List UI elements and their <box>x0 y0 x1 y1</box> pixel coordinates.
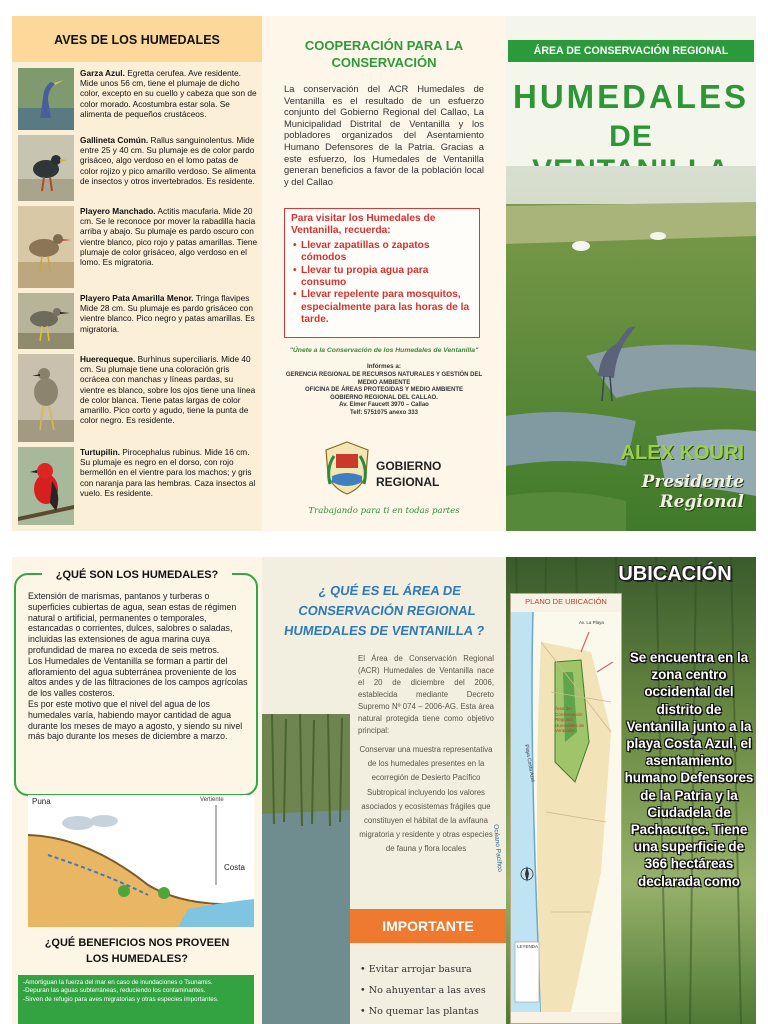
map-road-label: Av. La Playa <box>579 620 604 625</box>
bird-desc: Actitis macufaria. Mide 20 cm. Se le reconoce por mover la rabadilla hacia arriba y abajo. Su plumaje es pardo oscuro con vientre blanco, pico rojo y patas amarillas. Tiene plumaje de color grisáceo, algo verdoso en el lomo. Es migratoria. <box>80 206 258 268</box>
visit-item: • Llevar repelente para mosquitos, especialmente para las horas de la tarde. <box>301 289 473 326</box>
diagram-puna: Puna <box>32 797 51 806</box>
bird-name: Garza Azul. <box>80 68 125 78</box>
cover-role: Presidente Regional <box>641 472 744 512</box>
benefit-item: -Depuran las aguas subterráneas, reduciendo los contaminantes. <box>23 987 206 995</box>
map-area-label: Área de Conservación Regional Humedales de Ventanilla <box>555 706 585 733</box>
bird-desc: Burhinus superciliaris. Mide 40 cm. Su plumaje tiene una coloración gris ocrácea con manchas y líneas pardas, su vientre es blanco, sobre los ojos tiene una línea de color blanca. Tiene patas largas de color amarillo. Pico corto y agudo, tiene la punta de color negro. Es residente. <box>80 354 256 426</box>
bird-desc: Egretta cerufea. Ave residente. Mide unos 56 cm, tiene el plumaje de dicho color, excepto en su cuello y cabeza que son de color morado. Acostumbra estar sola. Se alimenta de pequeños crustáceos. <box>80 68 257 119</box>
what-body: Extensión de marismas, pantanos y turberas o superficies cubiertas de agua, sean estas de régimen natural o artificial, permanentes o temporales, estancadas o corrientes, dulces, salobres o saladas, incluidas las extensiones de agua marina cuya profundidad de marea no exceda de seis metros. Los Humedales de Ventanilla se forman a partir del afloramiento del agua subterránea proveniente de los altos andes y de las filtraciones de los campos agrícolas de los valles costeros. Es por este motivo que el nivel del agua de los humedales varía, habiendo mayor cantidad de agua durante los meses de mayo a agosto, y siendo su nivel más bajo durante los meses de diciembre a marzo. <box>28 591 248 742</box>
info-line: OFICINA DE ÁREAS PROTEGIDAS Y MEDIO AMBIENTE <box>304 387 463 394</box>
water-cycle-diagram <box>28 795 254 927</box>
bird-entry <box>18 135 258 201</box>
heron-photo <box>18 68 74 130</box>
logo-line2: REGIONAL <box>376 475 440 489</box>
location-panel <box>492 557 756 1024</box>
bird-entry <box>18 447 258 525</box>
benefits-box <box>18 975 254 1024</box>
bird-name: Playero Manchado. <box>80 206 156 216</box>
cooperation-panel <box>262 16 506 531</box>
info-line: GOBIERNO REGIONAL DEL CALLAO. <box>330 394 438 401</box>
gallinule-photo <box>18 135 74 201</box>
tagline: Trabajando para ti en todas partes <box>308 506 460 516</box>
bird-desc: Tringa flavipes Mide 28 cm. Su plumaje es pardo grisáceo con vientre blanco. Pico negro y patas amarillas. Es migratoria. <box>80 293 255 334</box>
acr-panel <box>262 557 506 1024</box>
map-ocean-label: Océano Pacífico <box>492 824 504 873</box>
diagram-vertiente: Vertiente <box>200 797 224 803</box>
map-title: PLANO DE UBICACIÓN <box>525 597 607 606</box>
yellowlegs-photo <box>18 293 74 349</box>
visit-box <box>284 208 480 338</box>
map-legend: LEYENDA <box>517 944 539 949</box>
map-drawing <box>511 612 621 1012</box>
acr-intro: El Área de Conservación Regional (ACR) Humedales de Ventanilla nace el 20 de diciembre del 2006, establecida mediante Decreto Supremo Nº 074 – 2006-AG. Esta área natural protegida tiene como objetivo principal: <box>358 654 494 735</box>
location-map <box>492 593 622 1024</box>
birds-panel <box>12 16 262 531</box>
cooperation-title: COOPERACIÓN PARA LA CONSERVACIÓN <box>304 38 464 70</box>
bird-name: Playero Pata Amarilla Menor. <box>80 293 194 303</box>
bird-entry <box>18 293 258 349</box>
sandpiper-photo <box>18 206 74 288</box>
cover-name: ALEX KOURI <box>620 442 744 464</box>
acr-reed-photo <box>262 714 350 1024</box>
important-item: • No quemar las plantas <box>360 1006 479 1017</box>
info-line: Av. Elmer Faucett 3970 – Callao <box>339 402 429 409</box>
important-item: • Evitar arrojar basura <box>360 964 472 975</box>
birds-title: AVES DE LOS HUMEDALES <box>12 16 262 62</box>
bird-name: Gallineta Común. <box>80 135 149 145</box>
cover-banner: ÁREA DE CONSERVACIÓN REGIONAL <box>508 40 754 62</box>
what-panel <box>12 557 262 1024</box>
acr-title: ¿ QUÉ ES EL ÁREA DE CONSERVACIÓN REGIONAL HUMEDALES DE VENTANILLA ? <box>283 583 486 638</box>
info-line: Telf: 5751075 anexo 333 <box>350 409 418 416</box>
benefit-item: -Amortiguan la fuerza del mar en caso de inundaciones o Tsunamis. <box>23 979 213 986</box>
logo-line1: GOBIERNO <box>376 459 442 473</box>
bird-desc: Pirocephalus rubinus. Mide 16 cm. Su plumaje es negro en el dorso, con rojo bermellón en el vientre para los machos; y gris con naranja para las hembras. Caza insectos al vuelo. Es residente. <box>80 447 256 498</box>
acr-objective: Conservar una muestra representativa de los humedales presentes en la ecorregión de Desierto Pacífico Subtropical incluyendo los valores asociados y ecosistemas frágiles que constituyen el hábitat de la avifauna migratoria y residente y otras especies de fauna y flora locales <box>359 745 493 854</box>
thick-knee-photo <box>18 354 74 442</box>
cover-panel <box>506 16 756 531</box>
visit-item: • Llevar zapatillas o zapatos cómodos <box>301 240 473 265</box>
what-title: ¿QUÉ SON LOS HUMEDALES? <box>42 569 232 581</box>
important-item: • No ahuyentar a las aves <box>360 985 486 996</box>
cover-title-line1: HUMEDALES <box>512 78 749 115</box>
bird-entry <box>18 206 258 288</box>
regional-shield-icon <box>322 440 372 496</box>
cooperation-body: La conservación del ACR Humedales de Ventanilla es el resultado de un esfuerzo conjunto del Gobierno Regional del Callao, La Municipalidad Distrital de Ventanilla y los pobladores organizados del Asentamiento Humano Defensores de la Patria. Gracias a este esfuerzo, los Humedales de Ventanilla generan beneficios a favor de la población local y del Callao <box>284 83 484 187</box>
cover-title-line2: DE <box>609 120 653 153</box>
info-block <box>282 372 486 418</box>
bird-name: Huerequeque. <box>80 354 136 364</box>
info-title: Infórmes a: <box>367 363 401 370</box>
important-list <box>360 959 500 1022</box>
diagram-costa: Costa <box>224 863 245 872</box>
location-title: UBICACIÓN <box>618 563 732 585</box>
visit-item: • Llevar tu propia agua para consumo <box>301 265 473 290</box>
important-banner: IMPORTANTE <box>350 909 506 943</box>
visit-title: Para visitar los Humedales de Ventanilla, recuerda: <box>291 213 436 237</box>
map-playa-label: Playa Costa Azul <box>523 744 536 783</box>
benefits-title: ¿QUÉ BENEFICIOS NOS PROVEEN LOS HUMEDALES? <box>44 937 230 965</box>
info-line: GERENCIA REGIONAL DE RECURSOS NATURALES Y GESTIÓN DEL MEDIO AMBIENTE <box>285 372 483 386</box>
bird-name: Turtupilin. <box>80 447 120 457</box>
bird-desc: Rallus sanguinolentus. Mide entre 25 y 40 cm. Su plumaje es de color pardo grisáceo, algo verdoso en el lomo patas de color rojizo y pico amarillo verdoso. Se alimenta de insectos y otros invertebrados. Es residente. <box>80 135 256 186</box>
bird-entry <box>18 68 258 130</box>
location-text: Se encuentra en la zona centro occidental del distrito de Ventanilla junto a la playa Costa Azul, el asentamiento humano Defensores de la Patria y la Ciudadela de Pachacutec. Tiene una superficie de 366 hectáreas declarada como <box>624 650 754 889</box>
flycatcher-photo <box>18 447 74 525</box>
bird-entry <box>18 354 258 442</box>
benefit-item: -Sirven de refugio para aves migratorias y otras especies importantes. <box>23 995 219 1003</box>
slogan: "Únete a la Conservación de los Humedales de Ventanilla" <box>289 347 479 354</box>
